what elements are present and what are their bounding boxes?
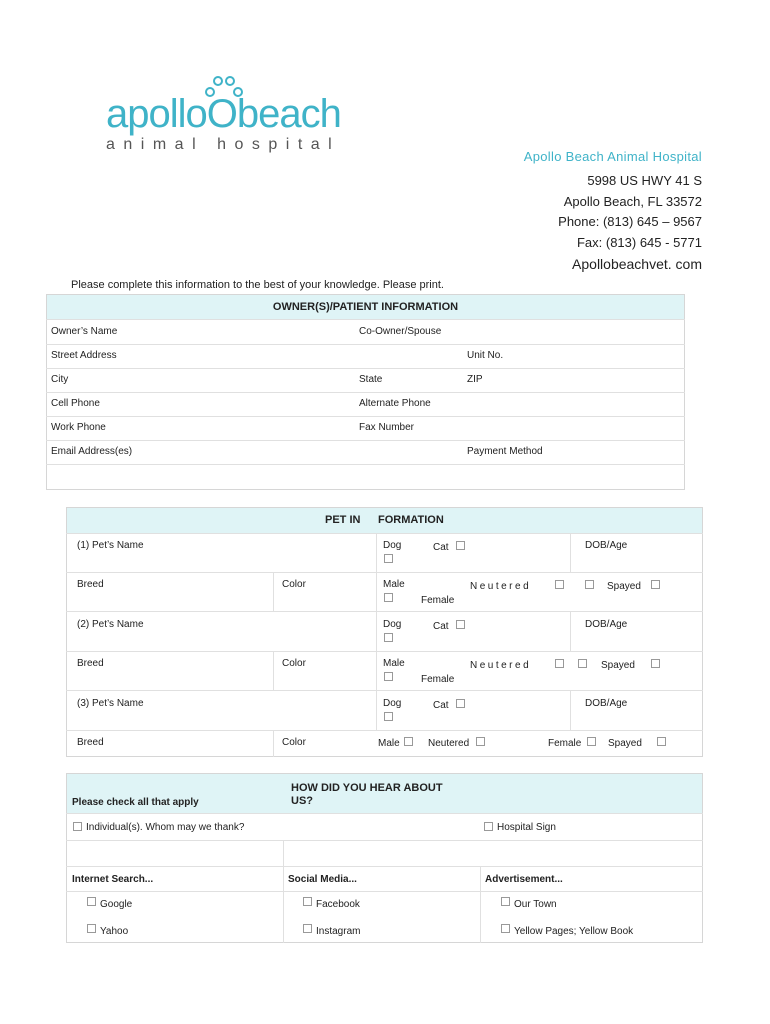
pet3-dob-field[interactable]: DOB/Age — [585, 698, 628, 709]
pet-header — [67, 508, 702, 533]
advertisement-heading: Advertisement... — [485, 874, 563, 885]
owner-header: OWNER(S)/PATIENT INFORMATION — [47, 295, 684, 319]
pet3-dog-checkbox[interactable] — [384, 712, 393, 721]
pet2-male-label: Male — [383, 658, 405, 669]
pet1-dob-field[interactable]: DOB/Age — [585, 540, 628, 551]
pet1-female-label: Female — [421, 595, 455, 606]
pet3-male-checkbox[interactable] — [404, 737, 413, 746]
pet3-name-field[interactable]: (3) Pet’s Name — [77, 698, 144, 709]
pet-header-a: PET IN — [325, 514, 361, 526]
our-town-checkbox[interactable] — [501, 897, 510, 906]
google-label: Google — [100, 899, 133, 910]
pet2-female-label: Female — [421, 674, 455, 685]
clinic-website: Apollobeachvet. com — [572, 256, 702, 272]
instagram-label: Instagram — [316, 926, 361, 937]
yellow-pages-label: Yellow Pages; Yellow Book — [514, 926, 634, 937]
logo — [106, 70, 346, 160]
referral-title-line2: US? — [291, 795, 313, 807]
facebook-checkbox[interactable] — [303, 897, 312, 906]
check-all-label: Please check all that apply — [72, 797, 199, 808]
pet1-breed-field[interactable]: Breed — [77, 579, 104, 590]
pet3-male-label: Male — [378, 738, 400, 749]
pet3-female-label: Female — [548, 738, 582, 749]
clinic-address2: Apollo Beach, FL 33572 — [563, 194, 702, 209]
pet2-neutered-checkbox[interactable] — [555, 659, 564, 668]
pet1-spayed-checkbox[interactable] — [651, 580, 660, 589]
alternate-phone-field[interactable]: Alternate Phone — [359, 398, 431, 409]
internet-search-heading: Internet Search... — [72, 874, 154, 885]
individual-label: Individual(s). Whom may we thank? — [86, 822, 245, 833]
pet1-male-label: Male — [383, 579, 405, 590]
pet2-color-field[interactable]: Color — [282, 658, 306, 669]
pet3-female-checkbox[interactable] — [587, 737, 596, 746]
pet2-spayed-checkbox[interactable] — [651, 659, 660, 668]
zip-field[interactable]: ZIP — [467, 374, 483, 385]
street-address-field[interactable]: Street Address — [51, 350, 117, 361]
pet3-spayed-label: Spayed — [608, 738, 642, 749]
co-owner-field[interactable]: Co-Owner/Spouse — [359, 326, 442, 337]
pet2-cat-label: Cat — [433, 621, 449, 632]
pet2-spayed-box-a[interactable] — [578, 659, 587, 668]
google-checkbox[interactable] — [87, 897, 96, 906]
pet2-neutered-label: Neutered — [470, 660, 532, 671]
pet3-color-field[interactable]: Color — [282, 737, 306, 748]
owner-name-field[interactable]: Owner’s Name — [51, 326, 118, 337]
pet1-neutered-label: Neutered — [470, 581, 532, 592]
individual-checkbox[interactable] — [73, 822, 82, 831]
pet1-dog-checkbox[interactable] — [384, 554, 393, 563]
logo-wordmark: apolloObeach — [106, 92, 341, 136]
pet3-neutered-checkbox[interactable] — [476, 737, 485, 746]
unit-no-field[interactable]: Unit No. — [467, 350, 504, 361]
social-media-heading: Social Media... — [288, 874, 357, 885]
pet1-spayed-box-a[interactable] — [585, 580, 594, 589]
pet2-dob-field[interactable]: DOB/Age — [585, 619, 628, 630]
pet3-spayed-checkbox[interactable] — [657, 737, 666, 746]
pet3-dog-label: Dog — [383, 698, 402, 709]
pet2-cat-checkbox[interactable] — [456, 620, 465, 629]
clinic-phone: Phone: (813) 645 – 9567 — [558, 214, 702, 229]
yellow-pages-checkbox[interactable] — [501, 924, 510, 933]
pet1-name-field[interactable]: (1) Pet’s Name — [77, 540, 144, 551]
clinic-name: Apollo Beach Animal Hospital — [523, 149, 702, 164]
clinic-address1: 5998 US HWY 41 S — [587, 173, 702, 188]
pet1-dog-label: Dog — [383, 540, 402, 551]
pet1-neutered-checkbox[interactable] — [555, 580, 564, 589]
pet1-cat-label: Cat — [433, 542, 449, 553]
pet-header-b: FORMATION — [378, 514, 444, 526]
yahoo-checkbox[interactable] — [87, 924, 96, 933]
pet1-spayed-label: Spayed — [607, 581, 641, 592]
hospital-sign-label: Hospital Sign — [497, 822, 556, 833]
cell-phone-field[interactable]: Cell Phone — [51, 398, 100, 409]
pet3-cat-label: Cat — [433, 700, 449, 711]
fax-number-field[interactable]: Fax Number — [359, 422, 415, 433]
pet3-breed-field[interactable]: Breed — [77, 737, 104, 748]
payment-method-field[interactable]: Payment Method — [467, 446, 543, 457]
pet2-male-checkbox[interactable] — [384, 672, 393, 681]
city-field[interactable]: City — [51, 374, 69, 385]
pet1-cat-checkbox[interactable] — [456, 541, 465, 550]
clinic-fax: Fax: (813) 645 - 5771 — [576, 235, 702, 250]
referral-title-line1: HOW DID YOU HEAR ABOUT — [291, 782, 443, 794]
pet2-spayed-label: Spayed — [601, 660, 635, 671]
hospital-sign-checkbox[interactable] — [484, 822, 493, 831]
email-field[interactable]: Email Address(es) — [51, 446, 133, 457]
pet2-name-field[interactable]: (2) Pet’s Name — [77, 619, 144, 630]
pet2-dog-label: Dog — [383, 619, 402, 630]
state-field[interactable]: State — [359, 374, 383, 385]
pet2-breed-field[interactable]: Breed — [77, 658, 104, 669]
facebook-label: Facebook — [316, 899, 360, 910]
yahoo-label: Yahoo — [100, 926, 129, 937]
logo-subtitle: animal hospital — [106, 136, 341, 153]
pet1-male-checkbox[interactable] — [384, 593, 393, 602]
pet2-dog-checkbox[interactable] — [384, 633, 393, 642]
intro-text: Please complete this information to the best of your knowledge. Please print. — [71, 279, 444, 291]
pet1-color-field[interactable]: Color — [282, 579, 306, 590]
our-town-label: Our Town — [514, 899, 557, 910]
work-phone-field[interactable]: Work Phone — [51, 422, 106, 433]
pet3-cat-checkbox[interactable] — [456, 699, 465, 708]
pet3-neutered-label: Neutered — [428, 738, 470, 749]
instagram-checkbox[interactable] — [303, 924, 312, 933]
